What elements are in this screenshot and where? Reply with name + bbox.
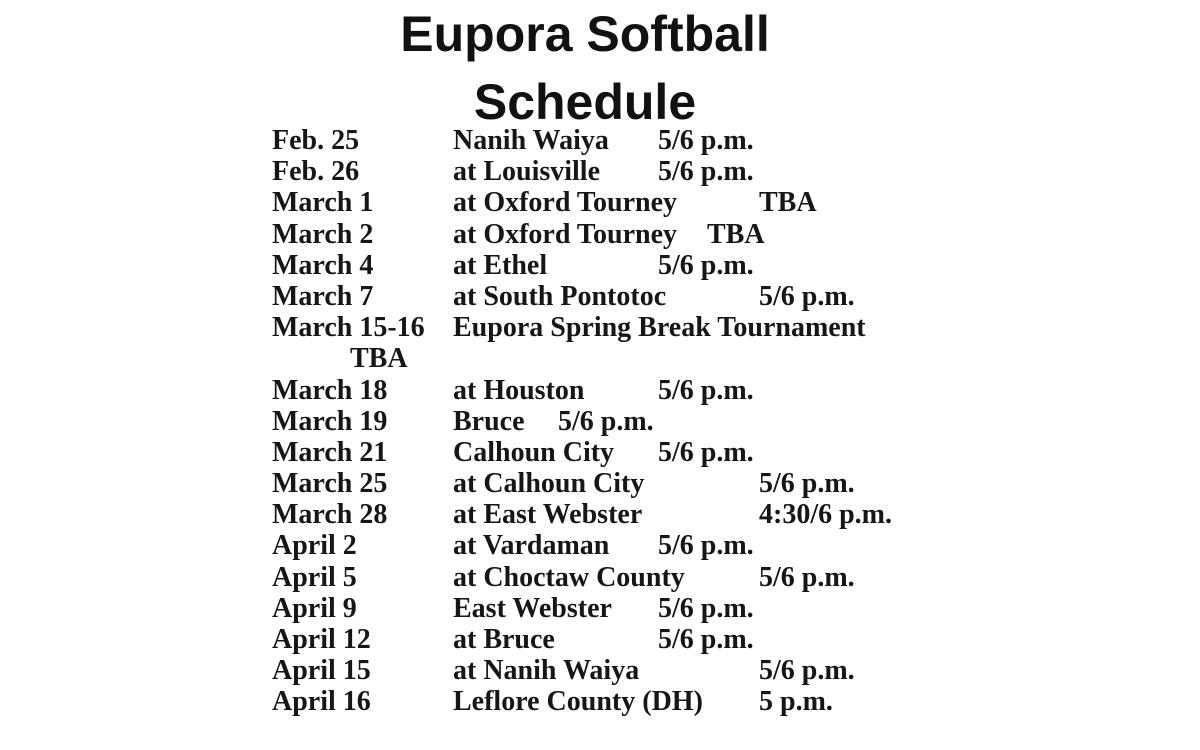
game-opponent: at Choctaw County: [453, 561, 685, 593]
game-time: 5/6 p.m.: [759, 280, 855, 312]
game-date: April 5: [272, 561, 357, 593]
schedule-row: [272, 655, 1172, 686]
game-opponent: Leflore County (DH): [453, 686, 703, 718]
schedule-row: [272, 437, 1172, 468]
game-opponent: Eupora Spring Break Tournament: [453, 312, 866, 344]
page-title: Eupora Softball: [400, 6, 770, 62]
game-date: April 15: [272, 655, 371, 687]
game-date: April 16: [272, 686, 371, 718]
game-date: April 2: [272, 530, 357, 562]
game-time: 5/6 p.m.: [658, 249, 754, 281]
game-opponent: at Ethel: [453, 249, 548, 281]
schedule-row: [272, 686, 1172, 717]
game-opponent: at Nanih Waiya: [453, 655, 640, 687]
game-time: 5/6 p.m.: [658, 125, 754, 156]
game-opponent: at Louisville: [453, 156, 601, 188]
schedule-row: [272, 624, 1172, 655]
game-opponent: at Bruce: [453, 624, 555, 655]
schedule-row: [272, 406, 1172, 437]
schedule-row: [272, 530, 1172, 561]
game-time: 5/6 p.m.: [658, 592, 754, 624]
game-time: TBA: [707, 218, 765, 250]
game-opponent: Nanih Waiya: [453, 125, 609, 156]
schedule-row: [272, 125, 1172, 156]
game-date: March 15-16: [272, 312, 425, 344]
game-opponent: at South Pontotoc: [453, 280, 667, 312]
schedule-row: [272, 250, 1172, 281]
game-date: Feb. 25: [272, 125, 360, 156]
game-opponent: at Oxford Tourney: [453, 218, 678, 250]
schedule-row: [272, 312, 1172, 343]
schedule-row: [272, 499, 1172, 530]
game-time: 5/6 p.m.: [658, 374, 754, 406]
schedule-row: [272, 468, 1172, 499]
game-time: TBA: [759, 187, 817, 219]
schedule-row-continuation: [272, 343, 1172, 374]
schedule-row: [272, 562, 1172, 593]
schedule-list: [272, 125, 1172, 718]
game-date: March 28: [272, 499, 388, 531]
schedule-row: [272, 593, 1172, 624]
game-opponent: at Houston: [453, 374, 585, 406]
schedule-row: [272, 219, 1172, 250]
game-opponent: Calhoun City: [453, 436, 615, 468]
game-time: 5/6 p.m.: [658, 624, 754, 655]
game-opponent: Bruce: [453, 405, 525, 437]
game-date: March 25: [272, 468, 388, 500]
game-time: 5 p.m.: [759, 686, 833, 718]
game-date: March 1: [272, 187, 374, 219]
game-time: 5/6 p.m.: [658, 436, 754, 468]
game-opponent: at East Webster: [453, 499, 643, 531]
game-time: 5/6 p.m.: [558, 405, 654, 437]
game-time: 5/6 p.m.: [759, 468, 855, 500]
game-date: March 4: [272, 249, 374, 281]
game-date: April 12: [272, 624, 371, 655]
game-time: TBA: [350, 343, 408, 375]
game-time: 5/6 p.m.: [658, 530, 754, 562]
game-date: March 2: [272, 218, 374, 250]
game-time: 5/6 p.m.: [658, 156, 754, 188]
game-time: 5/6 p.m.: [759, 655, 855, 687]
game-time: 5/6 p.m.: [759, 561, 855, 593]
page-subtitle: Schedule: [473, 74, 697, 130]
game-opponent: at Oxford Tourney: [453, 187, 678, 219]
schedule-row: [272, 375, 1172, 406]
game-opponent: at Vardaman: [453, 530, 610, 562]
schedule-row: [272, 156, 1172, 187]
schedule-row: [272, 281, 1172, 312]
game-date: Feb. 26: [272, 156, 360, 188]
game-opponent: East Webster: [453, 592, 612, 624]
game-opponent: at Calhoun City: [453, 468, 645, 500]
game-date: March 21: [272, 436, 388, 468]
schedule-row: [272, 187, 1172, 218]
game-date: March 19: [272, 405, 388, 437]
game-time: 4:30/6 p.m.: [759, 499, 892, 531]
game-date: April 9: [272, 592, 357, 624]
game-date: March 18: [272, 374, 388, 406]
game-date: March 7: [272, 280, 374, 312]
